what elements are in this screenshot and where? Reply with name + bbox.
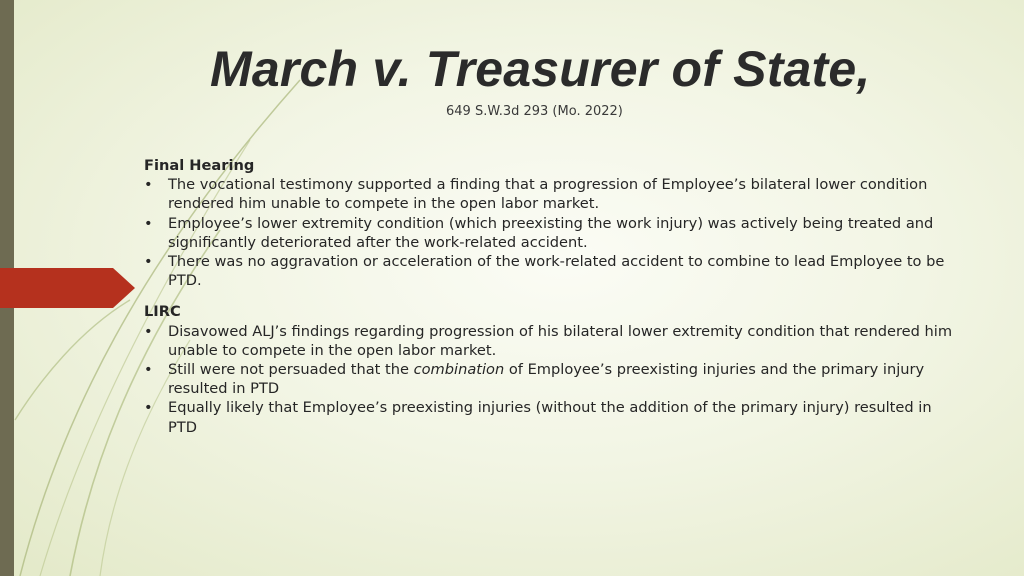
bullet-text: Still were not persuaded that the: [168, 361, 414, 379]
section-heading: Final Hearing: [144, 157, 255, 174]
bullet-marker: •: [144, 253, 153, 271]
case-citation: 649 S.W.3d 293 (Mo. 2022): [446, 104, 623, 119]
bullet-marker: •: [144, 399, 153, 417]
bullet-text: Employee’s lower extremity condition (which preexisting the work injury) was actively being treated and significantly deteriorated after the work-related accident.: [168, 214, 934, 251]
section-lirc: [144, 302, 964, 436]
bullet-marker: •: [144, 214, 153, 232]
bullet-item: [144, 360, 964, 398]
bullet-marker: •: [144, 176, 153, 194]
bullet-marker: •: [144, 322, 153, 340]
slide-body: [144, 156, 964, 437]
bullet-text: The vocational testimony supported a finding that a progression of Employee’s bilateral lower condition rendered him unable to compete in the open labor market.: [168, 176, 928, 213]
bullet-item: [144, 214, 964, 252]
bullet-item: [144, 322, 964, 360]
red-arrow-shape: [0, 268, 135, 308]
bullet-item: [144, 252, 964, 290]
slide-title: March v. Treasurer of State,: [210, 41, 871, 97]
section-final-hearing: [144, 156, 964, 290]
bullet-item: [144, 398, 964, 436]
bullet-list: [144, 175, 964, 290]
bullet-list: [144, 322, 964, 437]
bullet-marker: •: [144, 361, 153, 379]
bullet-text: of Employee’s preexisting injuries and the primary injury resulted in PTD: [168, 361, 925, 398]
bullet-text: Disavowed ALJ’s findings regarding progression of his bilateral lower extremity condition that rendered him unable to compete in the open labor market.: [168, 322, 953, 359]
bullet-text: There was no aggravation or acceleration of the work-related accident to combine to lead Employee to be PTD.: [168, 253, 945, 290]
bullet-text-emphasis: combination: [413, 361, 505, 379]
bullet-text: Equally likely that Employee’s preexisting injuries (without the addition of the primary injury) resulted in PTD: [168, 399, 932, 436]
bullet-item: [144, 175, 964, 213]
section-heading: LIRC: [144, 303, 181, 321]
